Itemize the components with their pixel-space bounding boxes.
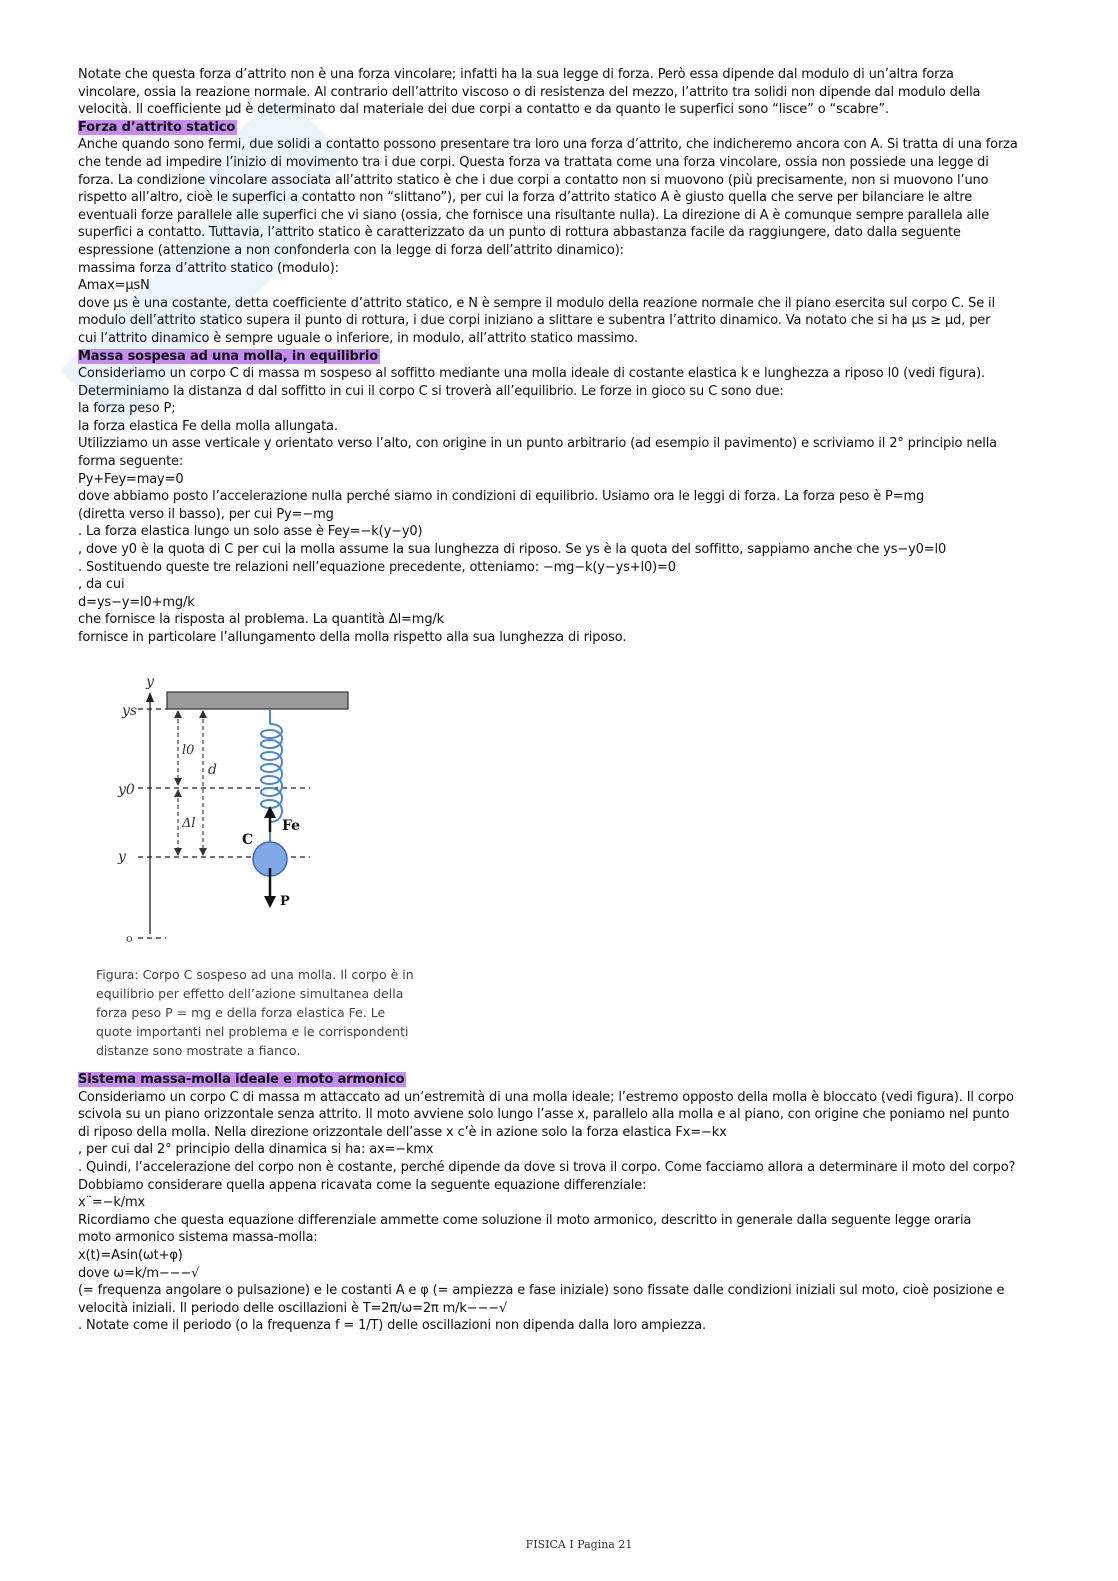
paragraph-line: la forza elastica Fe della molla allungata. [78, 418, 338, 434]
paragraph-line: massima forza d’attrito statico (modulo): [78, 260, 339, 276]
paragraph-line: , per cui dal 2° principio della dinamica si ha: ax=−kmx [78, 1142, 434, 1158]
paragraph-line: , dove y0 è la quota di C per cui la molla assume la sua lunghezza di riposo. Se ys è la quota del soffitto, sappiamo anche che ys−y0=l0 [78, 542, 947, 558]
y-label: y [118, 849, 126, 865]
paragraph-line: vincolare, ossia la reazione normale. Al contrario dell’attrito viscoso o di resistenza del mezzo, l’attrito tra solidi non dipende dal modulo della [78, 84, 981, 100]
formula-line: x¨=−k/mx [78, 1195, 146, 1211]
paragraph-line: . Sostituendo queste tre relazioni nell’equazione precedente, otteniamo: −mg−k(y−ys+l0)=0 [78, 559, 676, 575]
paragraph-line: espressione (attenzione a non confonderla con la legge di forza dell’attrito dinamico): [78, 242, 624, 258]
caption-line: equilibrio per effetto dell’azione simultanea della [96, 986, 404, 1001]
page-footer: FISICA I Pagina 21 [525, 1538, 633, 1551]
body-text-top [78, 66, 1108, 647]
ys-label: ys [122, 703, 138, 719]
paragraph-line: Determiniamo la distanza d dal soffitto in cui il corpo C si troverà all’equilibrio. Le forze in gioco su C sono due: [78, 383, 784, 399]
d-label: d [208, 762, 217, 778]
paragraph-line: (= frequenza angolare o pulsazione) e le costanti A e φ (= ampiezza e fase iniziale) sono fissate dalle condizioni iniziali sul moto, cioè posizione e [78, 1283, 1005, 1299]
paragraph-line: Notate che questa forza d’attrito non è una forza vincolare; infatti ha la sua legge di forza. Però essa dipende dal modulo di un’altra forza [78, 67, 954, 82]
paragraph-line: Utilizziamo un asse verticale y orientato verso l’alto, con origine in un punto arbitrario (ad esempio il pavimento) e scriviamo il 2° principio nella [78, 436, 997, 452]
origin-label: o [126, 932, 133, 945]
paragraph-line: eventuali forze parallele alle superfici che vi siano (ossia, che fornisce una risultante nulla). La direzione di A è comunque sempre parallela alle [78, 207, 990, 223]
paragraph-line: Consideriamo un corpo C di massa m sospeso al soffitto mediante una molla ideale di costante elastica k e lunghezza a riposo l0 (vedi figura). [78, 366, 985, 382]
section-heading-attrito-statico: Forza d’attrito statico [78, 119, 236, 135]
caption-line: distanze sono mostrate a fianco. [96, 1043, 301, 1058]
ceiling-block [167, 692, 348, 709]
y0-label: y0 [118, 782, 135, 798]
caption-line: quote importanti nel problema e le corrispondenti [96, 1024, 409, 1039]
paragraph-line: dove abbiamo posto l’accelerazione nulla perché siamo in condizioni di equilibrio. Usiamo ora le leggi di forza. La forza peso è P=mg [78, 489, 925, 505]
mass-label: C [242, 832, 254, 848]
formula-line: Amax=μsN [78, 278, 150, 294]
y-axis-label: y [146, 674, 154, 690]
paragraph-line: . La forza elastica lungo un solo asse è Fey=−k(y−y0) [78, 524, 423, 540]
paragraph-line: moto armonico sistema massa-molla: [78, 1230, 318, 1246]
paragraph-line: . Quindi, l’accelerazione del corpo non è costante, perché dipende da dove si trova il corpo. Come facciamo allora a determinare il moto del corpo? [78, 1159, 1016, 1175]
spring-mass-figure [100, 672, 400, 952]
paragraph-line: fornisce in particolare l’allungamento della molla rispetto alla sua lunghezza di riposo. [78, 630, 627, 645]
formula-line: Py+Fey=may=0 [78, 471, 184, 487]
paragraph-line: rispetto all’altro, cioè le superfici a contatto non “slittano”), per cui la forza d’attrito statico A è giusto quella che serve per bilanciare le altre [78, 190, 973, 206]
body-text-bottom [78, 1071, 1108, 1335]
paragraph-line: velocità. Il coefficiente μd è determinato dal materiale dei due corpi a contatto e da quanto le superfici sono “lisce” o “scabre”. [78, 102, 889, 118]
paragraph-line: Anche quando sono fermi, due solidi a contatto possono presentare tra loro una forza d’attrito, che indicheremo ancora con A. Si tratta di una forza [78, 137, 1018, 153]
section-heading-massa-molla: Sistema massa-molla ideale e moto armonico [78, 1072, 405, 1087]
paragraph-line: superfici a contatto. Tuttavia, l’attrito statico è caratterizzato da un punto di rottura abbastanza facile da raggiungere, dato dalla seguente [78, 225, 961, 241]
paragraph-line: scivola su un piano orizzontale senza attrito. Il moto avviene solo lungo l’asse x, parallelo alla molla e al piano, con origine che poniamo nel punto [78, 1107, 1010, 1123]
paragraph-line: Dobbiamo considerare quella appena ricavata come la seguente equazione differenziale: [78, 1177, 647, 1193]
paragraph-line: che fornisce la risposta al problema. La quantità Δl=mg/k [78, 612, 445, 628]
spring [261, 709, 282, 846]
paragraph-line: , da cui [78, 577, 125, 593]
formula-line: x(t)=Asin(ωt+φ) [78, 1247, 183, 1263]
y-axis-arrow [146, 692, 154, 702]
paragraph-line: di riposo della molla. Nella direzione orizzontale dell’asse x c’è in azione solo la forza elastica Fx=−kx [78, 1124, 727, 1140]
paragraph-line: (diretta verso il basso), per cui Py=−mg [78, 506, 334, 522]
formula-line: d=ys−y=l0+mg/k [78, 594, 195, 610]
caption-line: forza peso P = mg e della forza elastica Fe. Le [96, 1005, 386, 1020]
p-label: P [280, 894, 290, 909]
paragraph-line: modulo dell’attrito statico supera il punto di rottura, i due corpi iniziano a slittare e subentra l’attrito dinamico. Va notato che si ha μs ≥ μd, per [78, 313, 991, 329]
paragraph-line: cui l’attrito dinamico è sempre uguale o inferiore, in modulo, all’attrito statico massimo. [78, 330, 638, 346]
section-heading-massa-sospesa: Massa sospesa ad una molla, in equilibrio [78, 348, 379, 364]
paragraph-line: . Notate come il periodo (o la frequenza f = 1/T) delle oscillazioni non dipenda dalla loro ampiezza. [78, 1318, 706, 1334]
caption-line: Figura: Corpo C sospeso ad una molla. Il corpo è in [96, 967, 414, 982]
paragraph-line: che tende ad impedire l’inizio di movimento tra i due corpi. Questa forza va trattata come una forza vincolare, ossia non possiede una legge di [78, 154, 989, 170]
delta-l-label: Δl [182, 816, 196, 831]
fe-label: Fe [282, 818, 301, 834]
paragraph-line: velocità iniziali. Il periodo delle oscillazioni è T=2π/ω=2π m/k−−−√ [78, 1300, 508, 1316]
l0-label: l0 [182, 743, 195, 758]
paragraph-line: Ricordiamo che questa equazione differenziale ammette come soluzione il moto armonico, descritto in generale dalla seguente legge oraria [78, 1212, 972, 1228]
paragraph-line: dove μs è una costante, detta coefficiente d’attrito statico, e N è sempre il modulo della reazione normale che il piano esercita sul corpo C. Se il [78, 295, 995, 311]
paragraph-line: forza. La condizione vincolare associata all’attrito statico è che i due corpi a contatto non si muovono (più precisamente, non si muovono l’uno [78, 172, 989, 188]
figure-caption [96, 965, 436, 1060]
paragraph-line: Consideriamo un corpo C di massa m attaccato ad un’estremità di una molla ideale; l’estremo opposto della molla è bloccato (vedi figura). Il corpo [78, 1089, 1014, 1105]
paragraph-line: forma seguente: [78, 454, 184, 470]
paragraph-line: la forza peso P; [78, 401, 176, 417]
formula-line: dove ω=k/m−−−√ [78, 1265, 200, 1281]
